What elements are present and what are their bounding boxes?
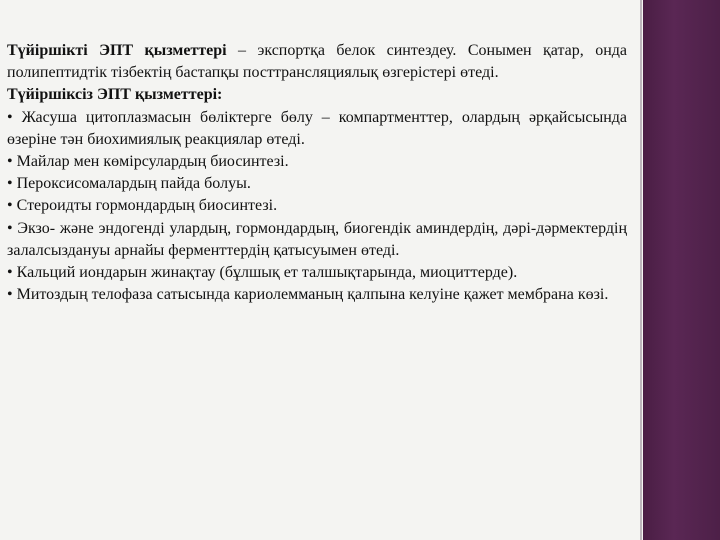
bullet-item-membrane-source: • Митоздың телофаза сатысында кариолемманың қалпына келуіне қажет мембрана көзі.: [7, 286, 609, 304]
granular-er-heading: Түйіршікті ЭПТ қызметтері: [7, 42, 227, 59]
granular-er-description: – экспортқа белок синтездеу. Сонымен қатар, онда полипептидтік тізбектің бастапқы посттрансляциялық өзгерістері өтеді.: [7, 42, 628, 82]
slide-body-text: [7, 40, 627, 306]
bullet-item-compartments: • Жасуша цитоплазмасын бөліктерге бөлу – компартменттер, олардың әрқайсысында өзеріне тән биохимиялық реакциялар өтеді.: [7, 108, 627, 148]
bullet-item-steroid-synthesis: • Стероидты гормондардың биосинтезі.: [7, 197, 278, 215]
bullet-item-calcium-storage: • Кальций иондарын жинақтау (бұлшық ет талшықтарында, миоциттерде).: [7, 264, 518, 282]
paragraph-granular-er: [7, 40, 627, 84]
agranular-er-heading: Түйіршіксіз ЭПТ қызметтері:: [7, 86, 223, 104]
bullet-item-peroxisomes: • Пероксисомалардың пайда болуы.: [7, 175, 251, 193]
side-divider-line: [640, 0, 642, 540]
decorative-side-bar: [643, 0, 720, 540]
bullet-item-detoxification: • Экзо- және эндогенді улардың, гормондардың, биогендік аминдердің, дәрі-дәрмектердің залалсыздануы арнайы ферменттердің қатысуымен өтеді.: [7, 219, 627, 259]
bullet-item-lipid-carb-synthesis: • Майлар мен көмірсулардың биосинтезі.: [7, 153, 289, 171]
